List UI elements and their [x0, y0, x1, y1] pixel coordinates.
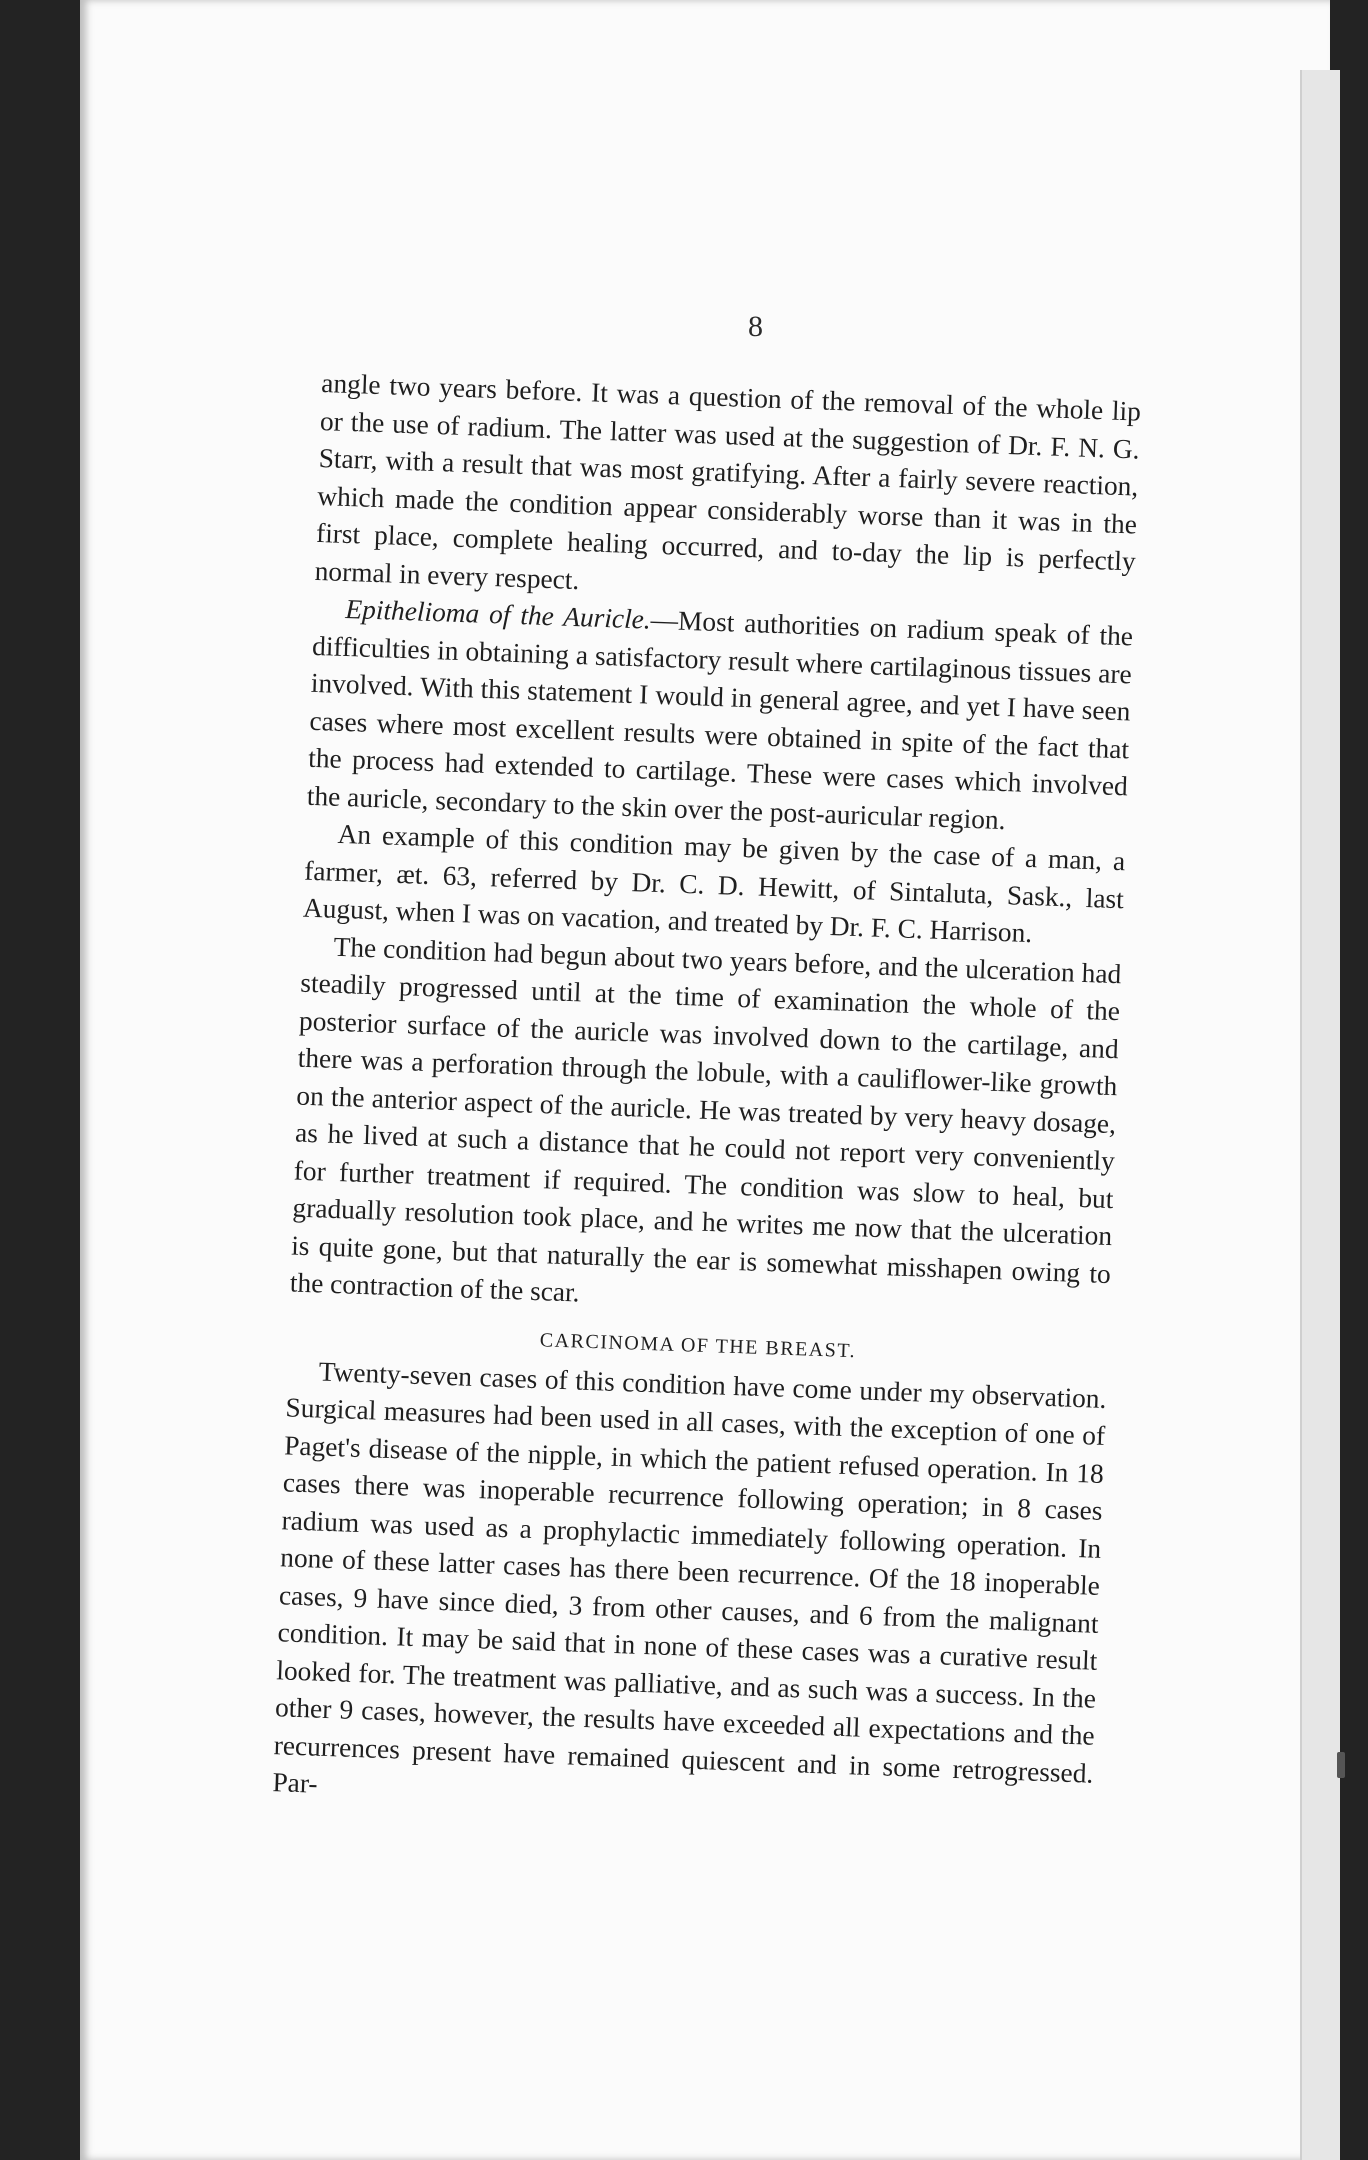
- paragraph-example: An example of this condition may be given by the case of a man, a farmer, æt. 63, referred by Dr. C. D. Hewitt, of Sintaluta, Sask., last August, when I was on vacation, and treated by Dr. F. C. Harrison.: [302, 818, 1126, 949]
- paragraph-lip-case: angle two years before. It was a question of the removal of the whole lip or the use of radium. The latter was used at the suggestion of Dr. F. N. G. Starr, with a result that was most gratifying. After a fairly severe reaction, which made the condition appear considerably worse than it was in the first place, complete healing occurred, and to-day the lip is perfectly normal in every respect.: [314, 367, 1142, 595]
- paragraph-breast: Twenty-seven cases of this condition have come under my observation. Surgical measures had been used in all cases, with the exception of one of Paget's disease of the nipple, in which the patient refused operation. In 18 cases there was inoperable recurrence following operation; in 8 cases radium was used as a prophylactic immediately following operation. In none of these latter cases has there been recurrence. Of the 18 inoperable cases, 9 have since died, 3 from other causes, and 6 from the malignant condition. It may be said that in none of these cases was a curative result looked for. The treatment was palliative, and as such was a success. In the other 9 cases, however, the results have exceeded all expectations and the recurrences present have remained quiescent and in some retrogressed. Par-: [271, 1356, 1107, 1799]
- paragraph-auricle: [306, 590, 1133, 843]
- auricle-heading: Epithelioma of the Auricle.: [344, 593, 652, 635]
- section-heading: CARCINOMA OF THE BREAST.: [539, 1328, 857, 1362]
- paragraph-condition: The condition had begun about two years before, and the ulceration had steadily progressed until at the time of examination the whole of the posterior surface of the auricle was involved down to the cartilage, and there was a perforation through the lobule, with a cauliflower-like growth on the anterior aspect of the auricle. He was treated by very heavy dosage, as he lived at such a distance that he could not report very conveniently for further treatment if required. The condition was slow to heal, but gradually resolution took place, and he writes me now that the ulceration is quite gone, but that naturally the ear is somewhat misshapen owing to the contraction of the scar.: [289, 931, 1122, 1308]
- page-edge: [1300, 70, 1340, 2160]
- auricle-text: —Most authorities on radium speak of the difficulties in obtaining a satisfactory result where cartilaginous tissues are involved. With this statement I would in general agree, and yet I have seen cases where most excellent results were obtained in spite of the fact that the process had extended to cartilage. These were cases which involved the auricle, secondary to the skin over the post-auricular region.: [306, 604, 1134, 835]
- page-number: 8: [748, 310, 763, 343]
- margin-mark: [1337, 1752, 1345, 1778]
- body-text: [272, 365, 1142, 1830]
